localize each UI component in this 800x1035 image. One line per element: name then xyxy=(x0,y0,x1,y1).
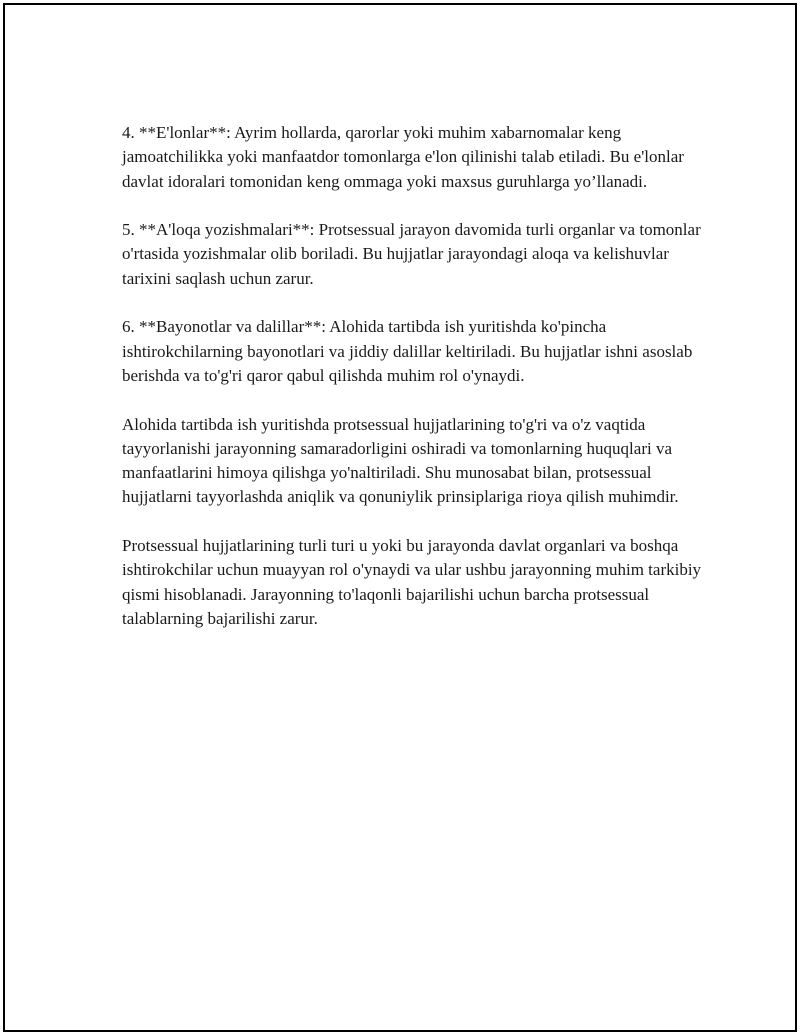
paragraph-correspondence: 5. **A'loqa yozishmalari**: Protsessual jarayon davomida turli organlar va tomonlar o'rtasida yozishmalar olib boriladi. Bu hujjatlar jarayondagi aloqa va kelishuvlar tarixini saqlash uchun zarur. xyxy=(122,220,701,288)
document-body xyxy=(122,121,702,656)
page-border xyxy=(3,3,797,1032)
paragraph-conclusion: Protsessual hujjatlarining turli turi u yoki bu jarayonda davlat organlari va boshqa ishtirokchilar uchun muayyan rol o'ynaydi va ular ushbu jarayonning muhim tarkibiy qismi hisoblanadi. Jarayonning to'laqonli bajarilishi uchun barcha protsessual talablarning bajarilishi zarur. xyxy=(122,536,702,628)
paragraph-preparation: Alohida tartibda ish yuritishda protsessual hujjatlarining to'g'ri va o'z vaqtida tayyorlanishi jarayonning samaradorligini oshiradi va tomonlarning huquqlari va manfaatlarini himoya qilishga yo'naltiriladi. Shu munosabat bilan, protsessual hujjatlarni tayyorlashda aniqlik va qonuniylik prinsiplariga rioya qilish muhimdir. xyxy=(122,414,679,507)
paragraph-announcements: 4. **E'lonlar**: Ayrim hollarda, qarorlar yoki muhim xabarnomalar keng jamoatchilikka yoki manfaatdor tomonlarga e'lon qilinishi talab etiladi. Bu e'lonlar davlat idoralari tomonidan keng ommaga yoki maxsus guruhlarga yo’llanadi. xyxy=(122,123,684,191)
paragraph-statements-evidence: 6. **Bayonotlar va dalillar**: Alohida tartibda ish yuritishda ko'pincha ishtirokchilarning bayonotlari va jiddiy dalillar keltiriladi. Bu hujjatlar ishni asoslab berishda va to'g'ri qaror qabul qilishda muhim rol o'ynaydi. xyxy=(122,317,693,385)
